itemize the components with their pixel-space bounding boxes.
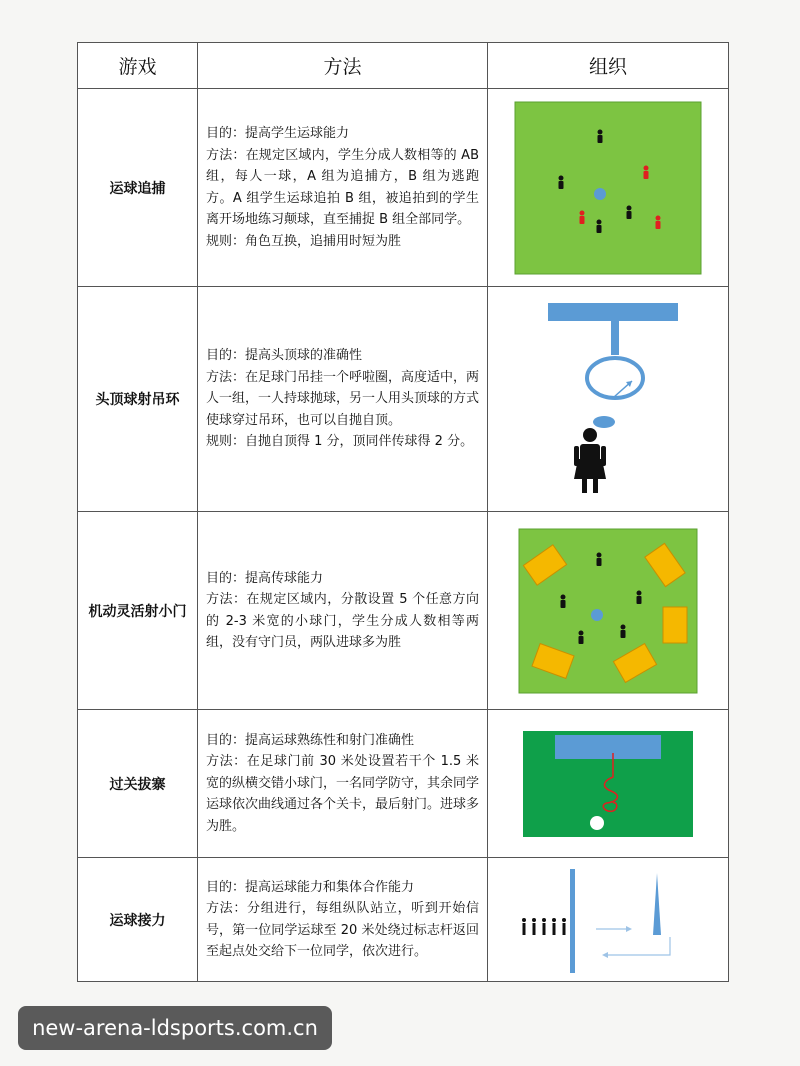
method-cell bbox=[198, 89, 488, 287]
game-name: 过关拔寨 bbox=[78, 710, 198, 858]
method-line: 目的：提高运球熟练性和射门准确性 bbox=[206, 732, 415, 748]
activity-table bbox=[77, 42, 729, 982]
organization-cell bbox=[488, 287, 729, 512]
method-line: 目的：提高传球能力 bbox=[206, 570, 324, 586]
organization-cell bbox=[488, 89, 729, 287]
method-cell bbox=[198, 710, 488, 858]
ball-icon bbox=[590, 816, 604, 830]
header-ring-diagram bbox=[518, 301, 698, 497]
organization-cell bbox=[488, 858, 729, 982]
game-name: 运球接力 bbox=[78, 858, 198, 982]
method-cell bbox=[198, 287, 488, 512]
method-line: 目的：提高学生运球能力 bbox=[206, 126, 350, 141]
table-row bbox=[78, 512, 729, 710]
method-line: 规则：自抛自顶得 1 分，顶同伴传球得 2 分。 bbox=[206, 434, 474, 450]
goal-icon bbox=[555, 735, 661, 759]
small-goals-diagram bbox=[517, 527, 699, 695]
method-cell bbox=[198, 512, 488, 710]
method-line: 方法：分组进行，每组纵队站立，听到开始信号，第一位同学运球至 20 米处绕过标志杆返回至起点处交给下一位同学，依次进行。 bbox=[206, 901, 479, 959]
organization-cell bbox=[488, 512, 729, 710]
field bbox=[515, 102, 701, 274]
header-method: 方法 bbox=[198, 43, 488, 89]
watermark: new-arena-ldsports.com.cn bbox=[18, 1006, 332, 1050]
goal-crossbar bbox=[548, 303, 678, 321]
dribble-shoot-diagram bbox=[521, 729, 695, 839]
table-row bbox=[78, 89, 729, 287]
chase-field-diagram bbox=[513, 100, 703, 276]
method-line: 目的：提高运球能力和集体合作能力 bbox=[206, 879, 415, 895]
table-row bbox=[78, 287, 729, 512]
game-name: 头顶球射吊环 bbox=[78, 287, 198, 512]
game-name: 机动灵活射小门 bbox=[78, 512, 198, 710]
ball-icon bbox=[591, 609, 603, 621]
game-name: 运球追捕 bbox=[78, 89, 198, 287]
method-line: 规则：角色互换，追捕用时短为胜 bbox=[206, 233, 402, 249]
table-row bbox=[78, 858, 729, 982]
organization-cell bbox=[488, 710, 729, 858]
return-arrow-icon bbox=[608, 937, 670, 955]
header-game: 游戏 bbox=[78, 43, 198, 89]
header-row bbox=[78, 43, 729, 89]
method-cell bbox=[198, 858, 488, 982]
method-line: 方法：在足球门吊挂一个呼啦圈，高度适中，两人一组，一人持球抛球，另一人用头顶球的方式使球穿过吊环，也可以自抛自顶。 bbox=[206, 369, 480, 428]
marker-pole-icon bbox=[653, 873, 661, 935]
relay-diagram bbox=[508, 865, 708, 975]
person-icon bbox=[574, 428, 606, 493]
method-line: 方法：在规定区域内，学生分成人数相等的 AB 组，每人一球，A 组为追捕方，B 组为逃跑方。A 组学生运球追拍 B 组，被追拍到的学生离开场地练习颠球，直至捕捉 B 组全部同学。 bbox=[206, 147, 479, 227]
hoop-icon bbox=[587, 358, 643, 398]
method-line: 目的：提高头顶球的准确性 bbox=[206, 348, 363, 364]
queue-players-icon bbox=[522, 918, 566, 935]
method-line: 方法：在足球门前 30 米处设置若干个 1.5 米宽的纵横交错小球门，一名同学防守，其余同学运球依次曲线通过各个关卡，最后射门。进球多为胜。 bbox=[206, 754, 480, 834]
ball-icon bbox=[593, 416, 615, 428]
header-organization: 组织 bbox=[488, 43, 729, 89]
method-line: 方法：在规定区域内，分散设置 5 个任意方向的 2-3 米宽的小球门，学生分成人数相等两组，没有守门员，两队进球多为胜 bbox=[206, 592, 479, 650]
ball-icon bbox=[594, 188, 606, 200]
table-row bbox=[78, 710, 729, 858]
hanging-rope bbox=[611, 321, 619, 355]
start-line bbox=[570, 869, 575, 973]
